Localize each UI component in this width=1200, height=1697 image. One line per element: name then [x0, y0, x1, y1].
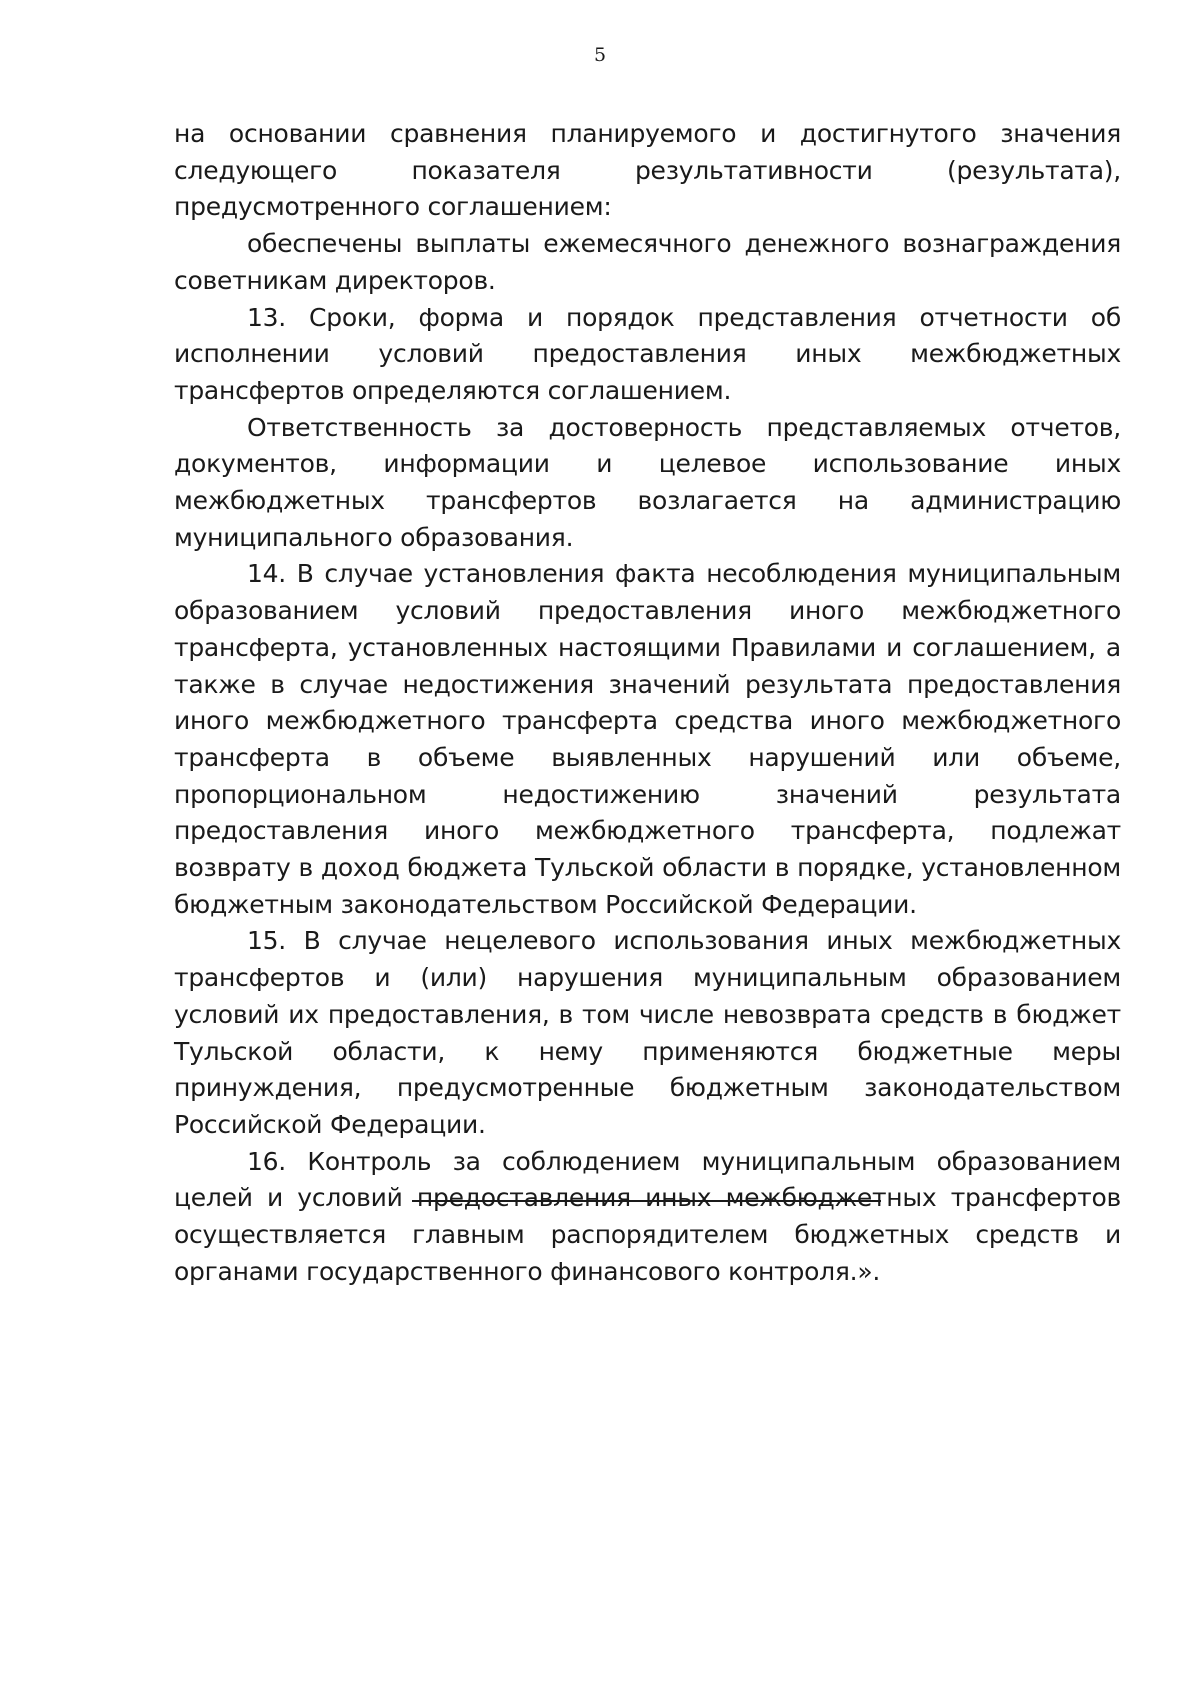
paragraph-continuation: на основании сравнения планируемого и достигнутого значения следующего показателя результативности (результата), предусмотренного соглашением: — [174, 119, 1121, 222]
paragraph-indicator: обеспечены выплаты ежемесячного денежного вознаграждения советникам директоров. — [174, 229, 1121, 295]
end-of-text-rule — [412, 1200, 881, 1202]
paragraph-14-refund: 14. В случае установления факта несоблюдения муниципальным образованием условий предоставления иного межбюджетного трансферта, установленных настоящими Правилами и соглашением, а также в случае недостижения значений результата предоставления иного межбюджетного трансферта средства иного межбюджетного трансферта в объеме выявленных нарушений или объеме, пропорциональном недостижению значений результата предоставления иного межбюджетного трансферта, подлежат возврату в доход бюджета Тульской области в порядке, установленном бюджетным законодательством Российской Федерации. — [174, 559, 1121, 919]
paragraph-responsibility: Ответственность за достоверность представляемых отчетов, документов, информации и целевое использование иных межбюджетных трансфертов возлагается на администрацию муниципального образования. — [174, 412, 1121, 552]
paragraph-15-misuse: 15. В случае нецелевого использования иных межбюджетных трансфертов и (или) нарушения муниципальным образованием условий их предоставления, в том числе невозврата средств в бюджет Тульской области, к нему применяются бюджетные меры принуждения, предусмотренные бюджетным законодательством Российской Федерации. — [174, 926, 1121, 1139]
page-number: 5 — [593, 44, 607, 66]
document-body — [174, 116, 1121, 1291]
paragraph-13-reporting: 13. Сроки, форма и порядок представления отчетности об исполнении условий предоставления иных межбюджетных трансфертов определяются соглашением. — [174, 302, 1121, 405]
paragraph-16-control: 16. Контроль за соблюдением муниципальным образованием целей и условий предоставления иных межбюджетных трансфертов осуществляется главным распорядителем бюджетных средств и органами государственного финансового контроля.». — [174, 1146, 1121, 1286]
